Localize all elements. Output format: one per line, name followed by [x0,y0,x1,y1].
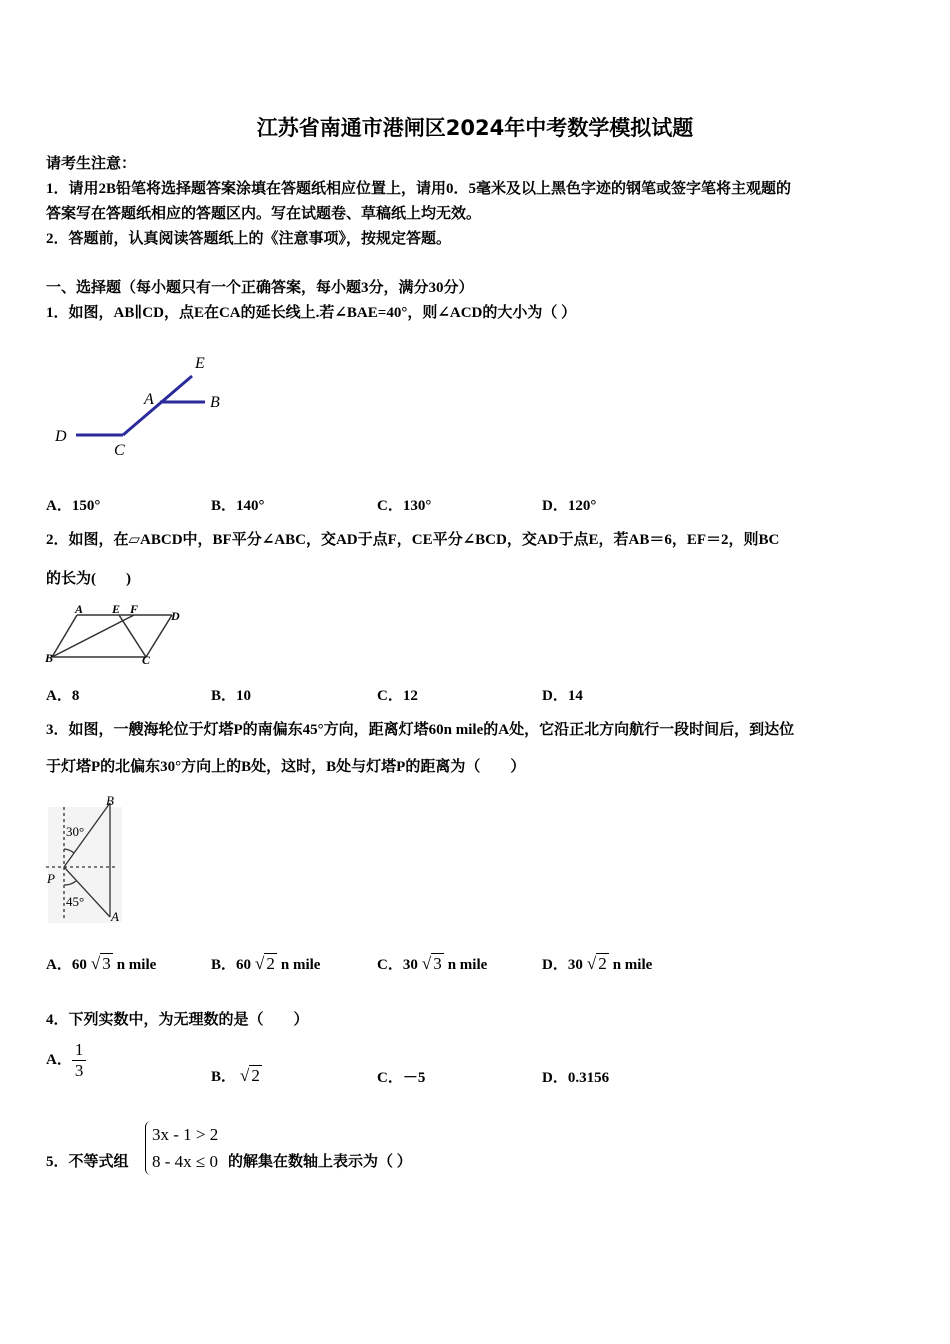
label-d: D [171,609,180,623]
q4-option-b[interactable] [211,1065,266,1086]
q1-option-a[interactable]: A．150° [46,498,101,514]
sqrt-expression: √ 3 [90,954,111,973]
option-label: B． [211,1069,237,1085]
option-unit: n mile [447,957,488,973]
option-label: A． [46,1051,72,1068]
q4-option-d[interactable]: D．0.3156 [542,1070,610,1086]
radicand: 3 [433,954,442,973]
label-c: C [142,653,151,667]
label-b: B [210,394,220,411]
inequality-2: 8 - 4x ≤ 0 [152,1152,218,1171]
notice-line: 2．答题前，认真阅读答题纸上的《注意事项》，按规定答题。 [46,231,452,247]
q4-option-a[interactable] [46,1040,86,1081]
notice-heading: 请考生注意： [46,156,137,172]
notice-line: 答案写在答题纸相应的答题区内。写在试题卷、草稿纸上均无效。 [46,206,482,222]
inequality-system [145,1121,218,1175]
question-5-suffix: 的解集在数轴上表示为（ ） [228,1154,412,1170]
label-e: E [195,355,205,372]
label-a: A [144,391,154,408]
fraction [72,1040,87,1081]
radicand: 2 [598,954,607,973]
q3-option-b[interactable] [211,953,320,974]
question-1-figure [50,350,230,460]
option-unit: n mile [116,957,157,973]
question-2-text-cont: 的长为( ) [46,571,131,587]
q2-option-c[interactable]: C．12 [377,688,418,704]
denominator: 3 [74,1061,84,1080]
q1-option-c[interactable]: C．130° [377,498,432,514]
sqrt-expression: √ 2 [240,1066,260,1085]
question-2-figure [44,600,184,668]
option-label: B．60 [211,957,252,973]
question-3-text-cont: 于灯塔P的北偏东30°方向上的B处，这时，B处与灯塔P的距离为（ ） [46,759,526,775]
label-30deg: 30° [66,824,85,839]
radicand: 3 [102,954,111,973]
label-f: F [130,602,139,616]
label-a: A [75,602,84,616]
numerator: 1 [72,1040,87,1061]
label-p: P [47,871,55,886]
question-3-text: 3．如图，一艘海轮位于灯塔P的南偏东45°方向，距离灯塔60n mile的A处，它沿正北方向航行一段时间后，到达位 [46,722,795,738]
label-45deg: 45° [66,894,85,909]
option-label: C．30 [377,957,418,973]
option-label: A．60 [46,957,87,973]
inequality-1: 3x - 1 > 2 [152,1125,219,1144]
radicand: 2 [251,1066,260,1085]
q3-option-d[interactable] [542,953,652,974]
q3-option-c[interactable] [377,953,487,974]
sqrt-expression: √ 2 [255,954,275,973]
label-d: D [55,428,67,445]
question-1-text: 1．如图，AB∥CD，点E在CA的延长线上.若∠BAE=40°，则∠ACD的大小为（ ） [46,305,577,321]
option-unit: n mile [280,957,321,973]
label-c: C [114,442,125,459]
page-title: 江苏省南通市港闸区2024年中考数学模拟试题 [256,116,694,140]
option-unit: n mile [612,957,653,973]
section-heading: 一、选择题（每小题只有一个正确答案，每小题3分，满分30分） [46,280,474,296]
notice-line: 1．请用2B铅笔将选择题答案涂填在答题纸相应位置上，请用0．5毫米及以上黑色字迹的钢笔或签字笔将主观题的 [46,181,792,197]
label-e: E [112,602,121,616]
option-label: D．30 [542,957,583,973]
sqrt-expression: √ 3 [421,954,442,973]
q2-option-d[interactable]: D．14 [542,688,583,704]
question-5-prefix: 5．不等式组 [46,1154,129,1170]
label-b: B [106,793,114,808]
q2-option-a[interactable]: A．8 [46,688,80,704]
question-2-text: 2．如图，在▱ABCD中，BF平分∠ABC，交AD于点F，CE平分∠BCD，交AD于点E，若AB＝6，EF＝2，则BC [46,532,780,548]
question-3-figure [44,793,126,928]
question-4-text: 4．下列实数中，为无理数的是（ ） [46,1012,309,1028]
q2-option-b[interactable]: B．10 [211,688,252,704]
q1-option-b[interactable]: B．140° [211,498,265,514]
label-a: A [111,909,119,924]
q4-option-c[interactable]: C．－5 [377,1070,426,1086]
sqrt-expression: √ 2 [586,954,607,973]
label-b: B [45,651,54,665]
q1-option-d[interactable]: D．120° [542,498,597,514]
radicand: 2 [266,954,275,973]
q3-option-a[interactable] [46,953,156,974]
